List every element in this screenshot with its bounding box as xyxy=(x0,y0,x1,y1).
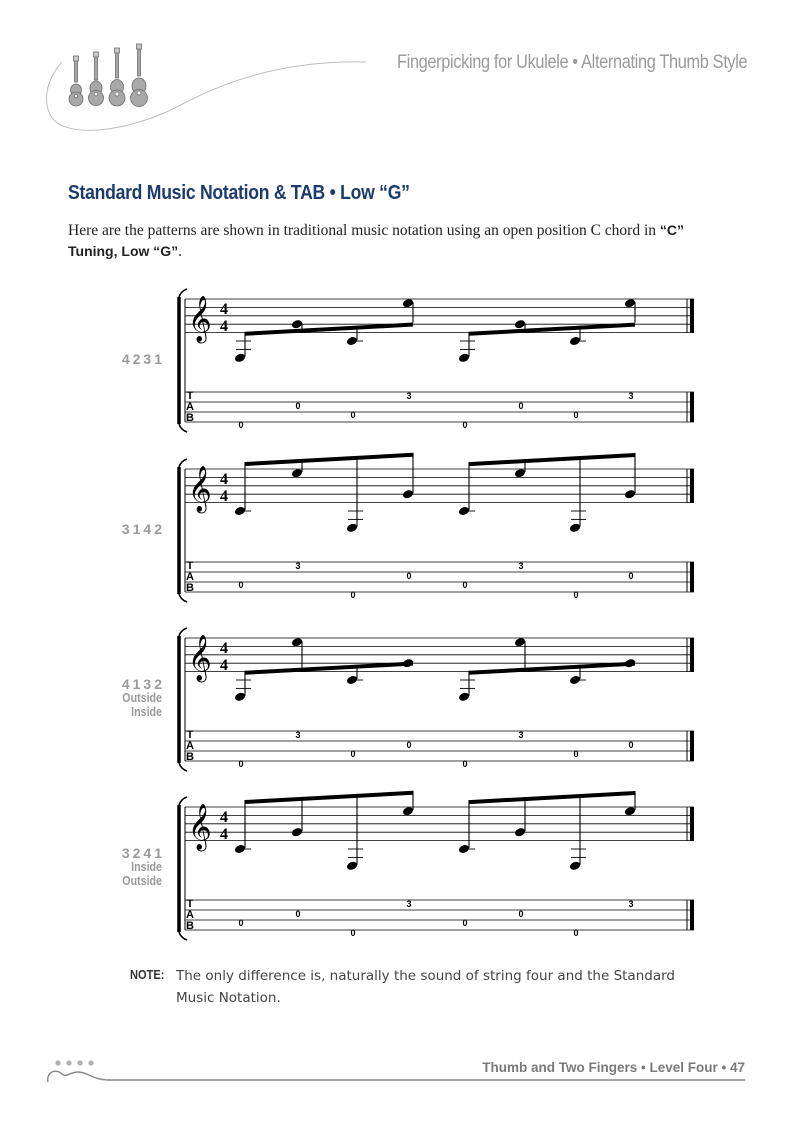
tab-fret-number: 0 xyxy=(462,759,468,769)
tab-fret-number: 0 xyxy=(295,401,301,411)
page-footer: Thumb and Two Fingers • Level Four • 47 xyxy=(482,1060,745,1075)
time-signature-bottom: 4 xyxy=(220,657,228,674)
intro-text: Here are the patterns are shown in traditional music notation using an open position C chord in xyxy=(68,222,660,239)
tab-clef-letter: T xyxy=(186,390,194,402)
time-signature-top: 4 xyxy=(220,809,228,826)
tab-clef-letter: A xyxy=(186,571,194,583)
pattern-sublabel: Outside xyxy=(122,873,162,888)
pattern-number: 4231 xyxy=(121,351,165,367)
tab-clef-letter: T xyxy=(186,729,194,741)
tab-fret-number: 0 xyxy=(406,571,412,581)
tab-fret-number: 0 xyxy=(350,928,356,938)
tab-clef-letter: B xyxy=(186,751,194,763)
pattern-sublabel: Inside xyxy=(131,704,162,719)
tab-fret-number: 0 xyxy=(462,580,468,590)
tab-fret-number: 0 xyxy=(350,590,356,600)
tab-fret-number: 0 xyxy=(350,749,356,759)
tab-clef-letter: T xyxy=(186,560,194,572)
time-signature-bottom: 4 xyxy=(220,826,228,843)
pattern-sublabel: Inside xyxy=(131,859,162,874)
pattern-number: 3142 xyxy=(121,521,165,537)
treble-clef-icon: 𝄞 xyxy=(188,296,212,342)
time-signature-top: 4 xyxy=(220,471,228,488)
tab-fret-number: 3 xyxy=(295,561,301,571)
note-label: NOTE: xyxy=(130,967,165,982)
tab-fret-number: 0 xyxy=(573,410,579,420)
pattern-number: 4132 xyxy=(121,676,165,692)
section-heading: Standard Music Notation & TAB • Low “G” xyxy=(68,182,410,204)
ukulele-outline-icon xyxy=(48,1060,110,1082)
intro-tuning: “C” Tuning, Low “G” xyxy=(68,222,685,259)
tab-fret-number: 3 xyxy=(406,391,412,401)
time-signature-bottom: 4 xyxy=(220,318,228,335)
tab-clef-letter: B xyxy=(186,412,194,424)
pattern-number: 3241 xyxy=(121,845,165,861)
tab-fret-number: 0 xyxy=(518,401,524,411)
tab-clef-letter: A xyxy=(186,909,194,921)
tab-fret-number: 0 xyxy=(573,928,579,938)
tab-fret-number: 0 xyxy=(573,749,579,759)
time-signature-top: 4 xyxy=(220,301,228,318)
intro-end: . xyxy=(178,243,183,260)
time-signature-bottom: 4 xyxy=(220,488,228,505)
pattern-sublabel: Outside xyxy=(122,690,162,705)
tab-fret-number: 0 xyxy=(350,410,356,420)
tab-fret-number: 0 xyxy=(238,580,244,590)
treble-clef-icon: 𝄞 xyxy=(188,466,212,512)
tab-fret-number: 3 xyxy=(628,899,634,909)
treble-clef-icon: 𝄞 xyxy=(188,804,212,850)
note-text: The only difference is, naturally the sound of string four and the Standard Music Notation. xyxy=(176,968,675,1006)
tab-fret-number: 0 xyxy=(518,909,524,919)
tab-fret-number: 0 xyxy=(462,918,468,928)
time-signature-top: 4 xyxy=(220,640,228,657)
tab-fret-number: 0 xyxy=(628,740,634,750)
tab-clef-letter: T xyxy=(186,898,194,910)
tab-fret-number: 3 xyxy=(295,730,301,740)
tab-fret-number: 0 xyxy=(462,420,468,430)
tab-fret-number: 0 xyxy=(238,420,244,430)
tab-fret-number: 3 xyxy=(518,561,524,571)
tab-fret-number: 0 xyxy=(238,759,244,769)
tab-fret-number: 0 xyxy=(238,918,244,928)
tab-clef-letter: B xyxy=(186,920,194,932)
tab-fret-number: 3 xyxy=(406,899,412,909)
tab-fret-number: 3 xyxy=(628,391,634,401)
tab-fret-number: 3 xyxy=(518,730,524,740)
tab-clef-letter: A xyxy=(186,740,194,752)
tab-fret-number: 0 xyxy=(406,740,412,750)
tab-clef-letter: A xyxy=(186,401,194,413)
tab-fret-number: 0 xyxy=(573,590,579,600)
tab-fret-number: 0 xyxy=(628,571,634,581)
tab-fret-number: 0 xyxy=(295,909,301,919)
tab-clef-letter: B xyxy=(186,582,194,594)
running-header-title: Fingerpicking for Ukulele • Alternating Thumb Style xyxy=(396,52,747,73)
treble-clef-icon: 𝄞 xyxy=(188,635,212,681)
